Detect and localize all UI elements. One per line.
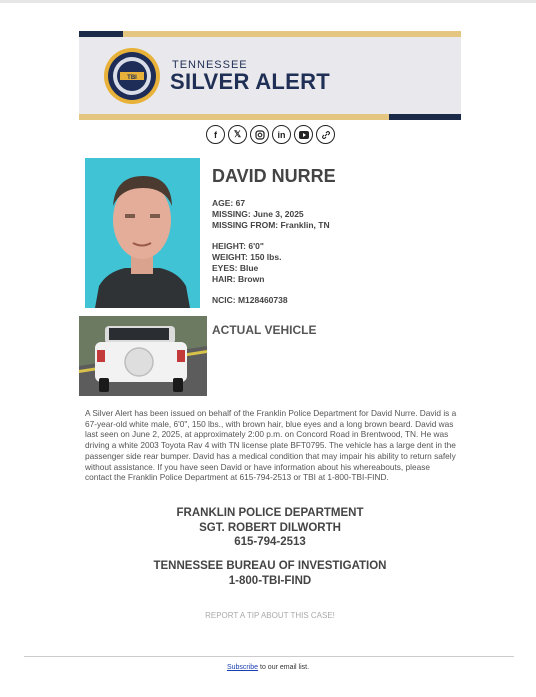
footer (0, 664, 536, 671)
tbi-contact (79, 559, 461, 588)
silver-alert-banner (79, 31, 461, 120)
vehicle-heading: ACTUAL VEHICLE (212, 323, 317, 337)
banner-state-label: TENNESSEE (172, 59, 248, 71)
height-field: HEIGHT: 6'0" (212, 241, 264, 251)
instagram-icon[interactable] (250, 125, 269, 144)
youtube-icon[interactable] (294, 125, 313, 144)
banner-stripe-gold-bottom (79, 114, 389, 120)
social-links (206, 125, 335, 144)
contact-tbi-phone: 1-800-TBI-FIND (228, 574, 312, 587)
contact-dept-phone: 615-794-2513 (234, 536, 306, 548)
facebook-icon[interactable]: f (206, 125, 225, 144)
tbi-seal-logo (103, 47, 161, 105)
contact-officer: SGT. ROBERT DILWORTH (199, 521, 341, 534)
person-name: DAVID NURRE (212, 166, 336, 186)
vehicle-photo (79, 316, 207, 396)
report-tip-link[interactable]: REPORT A TIP ABOUT THIS CASE! (205, 611, 335, 620)
x-icon[interactable]: 𝕏 (228, 125, 247, 144)
banner-alert-title: SILVER ALERT (170, 69, 331, 94)
eyes-field: EYES: Blue (212, 263, 259, 273)
link-icon[interactable] (316, 125, 335, 144)
contact-dept: FRANKLIN POLICE DEPARTMENT (176, 507, 364, 519)
contact-tbi: TENNESSEE BUREAU OF INVESTIGATION (153, 560, 387, 572)
age-field: AGE: 67 (212, 198, 246, 208)
banner-stripe-navy-top (79, 31, 123, 37)
hair-field: HAIR: Brown (212, 274, 265, 284)
subscribe-text: to our email list. (258, 664, 310, 671)
top-divider (0, 0, 536, 3)
ncic-field: NCIC: M128460738 (212, 295, 288, 305)
alert-description: A Silver Alert has been issued on behalf of the Franklin Police Department for David Nurre. David is a 67-year-old white male, 6'0", 150 lbs., with brown hair, blue eyes and a long brown beard. David was last seen on June 2, 2025, at approximately 2:00 p.m. on Concord Road in Brentwood, TN. He was driving a white 2003 Toyota Rav 4 with TN license plate BFT0795. The vehicle has a large dent in the passenger side rear bumper. David has a medical condition that may impair his ability to return safely without assistance. If you have seen David or have information about his whereabouts, please contact the Franklin Police Department at 615-794-2513 or TBI at 1-800-TBI-FIND. (85, 408, 457, 483)
linkedin-icon[interactable]: in (272, 125, 291, 144)
franklin-pd-contact (79, 506, 461, 550)
banner-stripe-navy-bottom (389, 114, 461, 120)
weight-field: WEIGHT: 150 lbs. (212, 252, 282, 262)
seal-text: TBI (127, 75, 137, 81)
missing-person-photo (85, 158, 200, 308)
banner-stripe-gold-top (123, 31, 461, 37)
person-details (212, 198, 330, 306)
subscribe-link[interactable]: Subscribe (226, 664, 259, 671)
missing-from-field: MISSING FROM: Franklin, TN (212, 220, 330, 230)
footer-divider (24, 656, 514, 657)
missing-date-field: MISSING: June 3, 2025 (212, 209, 304, 219)
